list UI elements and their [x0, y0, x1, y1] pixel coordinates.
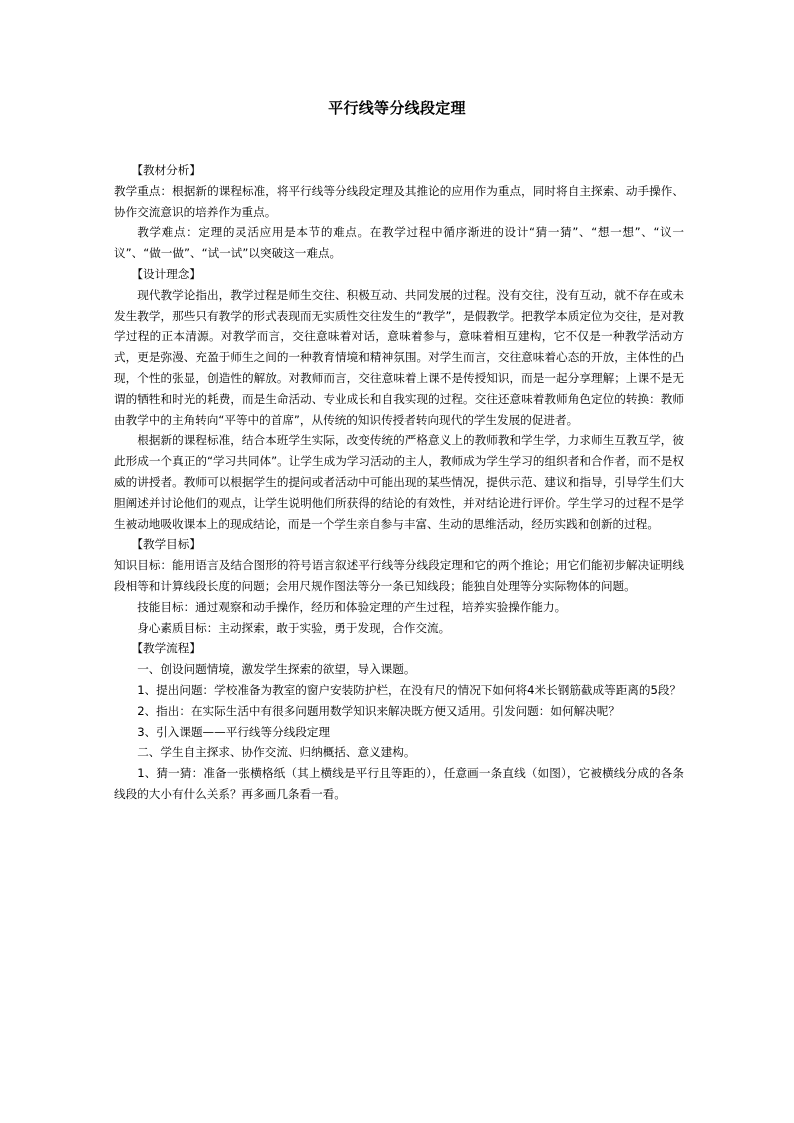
paragraph-step-one: 一、创设问题情境，激发学生探索的欲望，导入课题。	[137, 662, 416, 677]
paragraph-knowledge-objective: 知识目标：能用语言及结合图形的符号语言叙述平行线等分线段定理和它的两个推论；用它们能初步解决证明线段相等和计算线段长度的问题；会用尺规作图法等分一条已知线段；能独自处理等分实际物体的问题。	[114, 558, 684, 593]
paragraph-teaching-difficulty: 教学难点：定理的灵活应用是本节的难点。在教学过程中循序渐进的设计“猜一猜”、“想一想”、“议一议”、“做一做”、“试一试”以突破这一难点。	[114, 225, 684, 261]
paragraph-new-curriculum: 根据新的课程标准，结合本班学生实际，改变传统的严格意义上的教师教和学生学，力求师生互教互学，彼此形成一个真正的“学习共同体”。让学生成为学习活动的主人，教师成为学生学习的组织者和合作者，而不是权威的讲授者。教师可以根据学生的提问或者活动中可能出现的某些情况，提供示范、建议和指导，引导学生们大胆阐述并讨论他们的观点，让学生说明他们所获得的结论的有效性，并对结论进行评价。学生学习的过程不是学生被动地吸收课本上的现成结论，而是一个学生亲自参与丰富、生动的思维活动，经历实践和创新的过程。	[114, 433, 684, 531]
section-heading-design-concept: 【设计理念】	[131, 266, 201, 281]
paragraph-quality-objective: 身心素质目标：主动探索，敢于实验，勇于发现，合作交流。	[137, 620, 451, 635]
paragraph-skill-objective: 技能目标：通过观察和动手操作，经历和体验定理的产生过程，培养实验操作能力。	[137, 599, 567, 614]
document-body	[114, 160, 684, 805]
paragraph-introduce-topic: 3、引入课题——平行线等分线段定理	[137, 724, 331, 739]
paragraph-raise-question: 1、提出问题：学校准备为教室的窗户安装防护栏，在没有尺的情况下如何将4米长钢筋截成等距离的5段？	[137, 682, 682, 697]
document-title: 平行线等分线段定理	[328, 99, 466, 117]
section-heading-teaching-process: 【教学流程】	[131, 641, 201, 656]
paragraph-point-out: 2、指出：在实际生活中有很多问题用数学知识来解决既方便又适用。引发问题：如何解决呢？	[137, 703, 620, 718]
paragraph-teaching-focus: 教学重点：根据新的课程标准，将平行线等分线段定理及其推论的应用作为重点，同时将自主探索、动手操作、协作交流意识的培养作为重点。	[114, 183, 684, 219]
section-heading-textbook-analysis: 【教材分析】	[131, 163, 201, 177]
paragraph-guess: 1、猜一猜：准备一张横格纸（其上横线是平行且等距的），任意画一条直线（如图），它被横线分成的各条线段的大小有什么关系？再多画几条看一看。	[114, 766, 684, 801]
section-heading-teaching-objectives: 【教学目标】	[131, 537, 201, 552]
paragraph-step-two: 二、学生自主探求、协作交流、归纳概括、意义建构。	[137, 745, 416, 760]
paragraph-modern-teaching-theory: 现代教学论指出，教学过程是师生交往、积极互动、共同发展的过程。没有交往，没有互动，就不存在或未发生教学，那些只有教学的形式表现而无实质性交往发生的“教学”，是假教学。把教学本质定位为交往，是对教学过程的正本清源。对教学而言，交往意味着对话，意味着参与，意味着相互建构，它不仅是一种教学活动方式，更是弥漫、充盈于师生之间的一种教育情境和精神氛围。对学生而言，交往意味着心态的开放，主体性的凸现，个性的张显，创造性的解放。对教师而言，交往意味着上课不是传授知识，而是一起分享理解；上课不是无谓的牺牲和时光的耗费，而是生命活动、专业成长和自我实现的过程。交往还意味着教师角色定位的转换：教师由教学中的主角转向“平等中的首席”，从传统的知识传授者转向现代的学生发展的促进者。	[114, 287, 684, 427]
